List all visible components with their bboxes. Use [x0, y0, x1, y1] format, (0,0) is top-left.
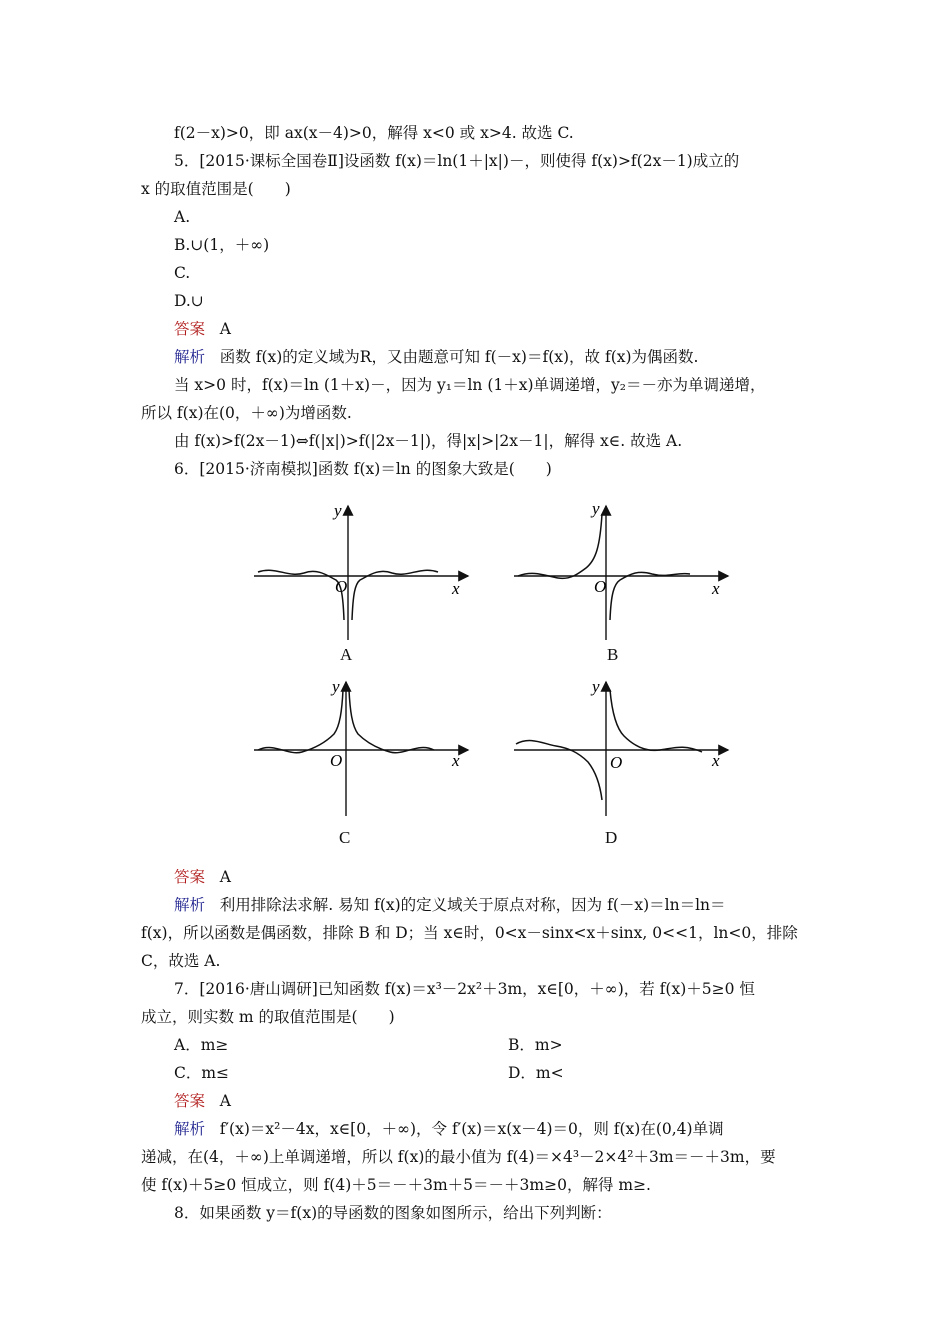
graph-c — [252, 678, 482, 828]
text-line: x 的取值范围是( ) — [141, 180, 291, 198]
analysis-text: f′(x)＝x²－4x，x∈[0，＋∞)，令 f′(x)＝x(x－4)＝0，则 f(x)在(0,4)单调 — [219, 1120, 724, 1138]
x-axis-label: x — [712, 751, 720, 770]
option-c: C．m≤ — [174, 1064, 230, 1082]
question-6: 6．[2015·济南模拟]函数 f(x)＝ln 的图象大致是( ) — [174, 460, 552, 478]
text-line: f(x)，所以函数是偶函数，排除 B 和 D；当 x∈时，0<x－sinx<x＋sinx, 0<<1，ln<0，排除 — [141, 924, 798, 942]
x-axis-label: x — [452, 579, 460, 598]
answer-label: 答案 — [174, 320, 206, 338]
text-line: 由 f(x)>f(2x－1)⇔f(|x|)>f(|2x－1|)，得|x|>|2x－1|，解得 x∈. 故选 A. — [174, 432, 683, 450]
x-axis-label: x — [452, 751, 460, 770]
text-line: 使 f(x)＋5≥0 恒成立，则 f(4)＋5＝－＋3m＋5＝－＋3m≥0，解得 m≥. — [141, 1176, 651, 1194]
analysis-label: 解析 — [174, 896, 206, 914]
analysis-text: 利用排除法求解. 易知 f(x)的定义域关于原点对称，因为 f(－x)＝ln＝ln＝ — [219, 896, 726, 914]
origin-label: O — [335, 577, 348, 596]
y-axis-label: y — [592, 499, 600, 518]
analysis-row — [174, 894, 726, 916]
option-a: A．m≥ — [174, 1036, 229, 1054]
graph-caption-a: A — [340, 645, 353, 664]
text-line: 所以 f(x)在(0，＋∞)为增函数. — [141, 404, 352, 422]
answer-value: A — [219, 868, 231, 886]
question-7: 7．[2016·唐山调研]已知函数 f(x)＝x³－2x²＋3m，x∈[0，＋∞)，若 f(x)＋5≥0 恒 — [174, 980, 755, 998]
text-line: 成立，则实数 m 的取值范围是( ) — [141, 1008, 395, 1026]
text-line: C，故选 A. — [141, 952, 221, 970]
answer-row — [174, 866, 231, 888]
answer-label: 答案 — [174, 1092, 206, 1110]
text-line: f(2－x)>0，即 ax(x－4)>0，解得 x<0 或 x>4. 故选 C. — [174, 124, 574, 142]
graph-caption-d: D — [605, 828, 618, 847]
analysis-label: 解析 — [174, 348, 206, 366]
graph-d — [512, 678, 742, 828]
graph-caption-b: B — [607, 645, 619, 664]
option-d: D．m< — [508, 1064, 564, 1082]
x-axis-label: x — [712, 579, 720, 598]
text-line: 当 x>0 时，f(x)＝ln (1＋x)－，因为 y₁＝ln (1＋x)单调递增，y₂＝－亦为单调递增， — [174, 376, 766, 394]
answer-row — [174, 1090, 231, 1112]
text-line: 递减，在(4，＋∞)上单调递增，所以 f(x)的最小值为 f(4)＝×4³－2×4²＋3m＝－＋3m，要 — [141, 1148, 776, 1166]
y-axis-label: y — [592, 678, 600, 696]
answer-label: 答案 — [174, 868, 206, 886]
graph-caption-c: C — [339, 828, 351, 847]
option-d: D.∪ — [174, 292, 204, 310]
origin-label: O — [330, 751, 343, 770]
origin-label: O — [594, 577, 607, 596]
graph-b — [512, 494, 742, 644]
question-8: 8．如果函数 y＝f(x)的导函数的图象如图所示，给出下列判断： — [174, 1204, 612, 1222]
answer-row — [174, 318, 231, 340]
graph-a — [252, 494, 482, 644]
answer-value: A — [219, 1092, 231, 1110]
analysis-row — [174, 1118, 724, 1140]
answer-value: A — [219, 320, 231, 338]
option-b: B.∪(1，＋∞) — [174, 236, 270, 254]
analysis-label: 解析 — [174, 1120, 206, 1138]
question-5: 5．[2015·课标全国卷Ⅱ]设函数 f(x)＝ln(1＋|x|)－，则使得 f(x)>f(2x－1)成立的 — [174, 152, 740, 170]
y-axis-label: y — [332, 678, 340, 696]
y-axis-label: y — [334, 501, 342, 520]
option-c: C. — [174, 264, 191, 282]
analysis-row — [174, 346, 698, 368]
origin-label: O — [610, 753, 623, 772]
option-a: A. — [174, 208, 191, 226]
option-b: B．m> — [508, 1036, 563, 1054]
analysis-text: 函数 f(x)的定义域为R，又由题意可知 f(－x)＝f(x)，故 f(x)为偶函数. — [219, 348, 699, 366]
